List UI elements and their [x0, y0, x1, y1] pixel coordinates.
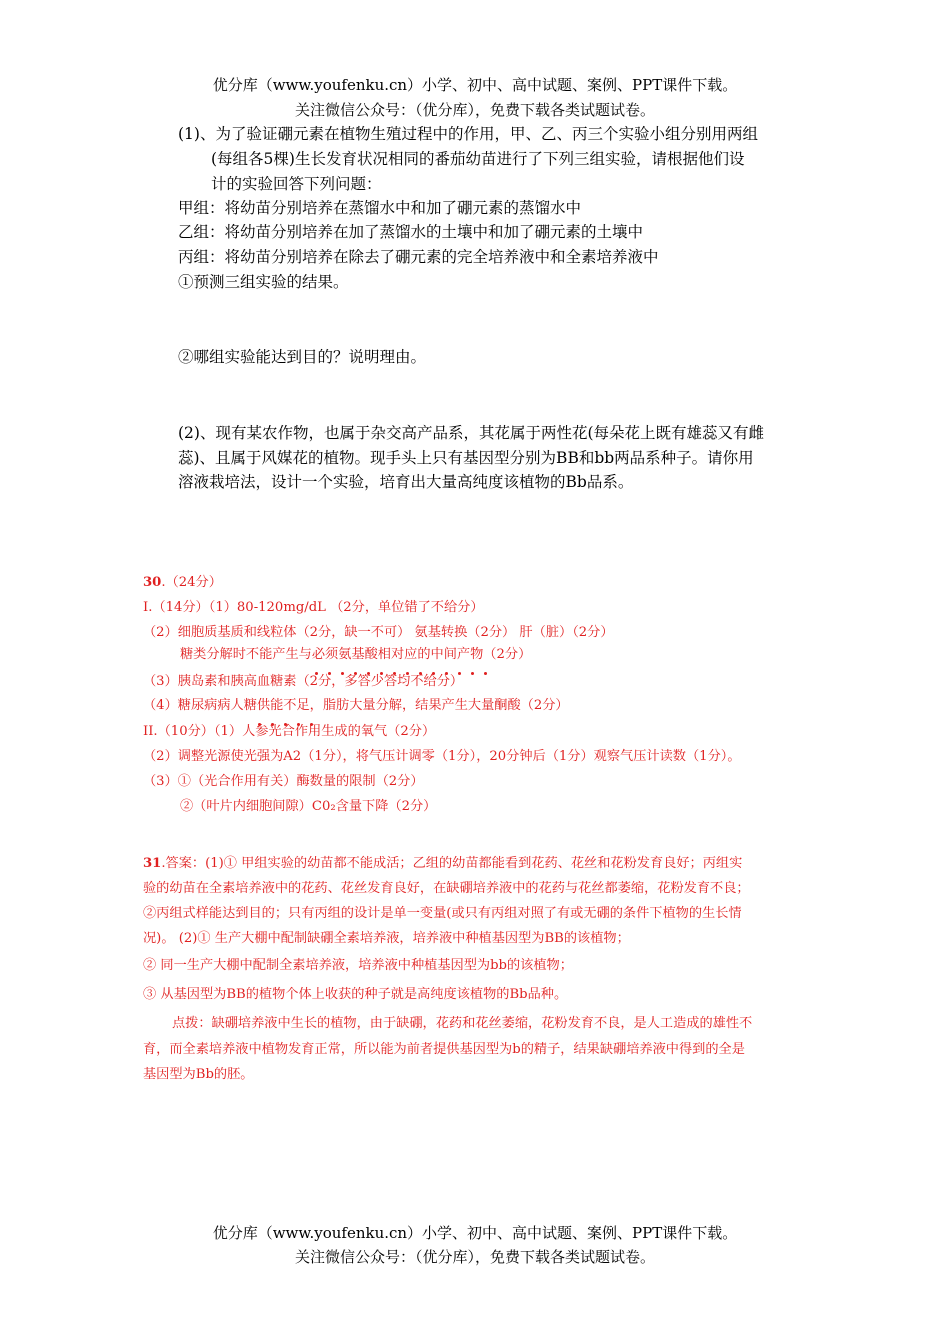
group-a-text: 甲组：将幼苗分别培养在蒸馏水中和加了硼元素的蒸馏水中 [178, 199, 582, 217]
answer30-line7: （2）调整光源使光强为A2（1分），将气压计调零（1分），20分钟后（1分）观察气压计读数（1分）。 [143, 749, 741, 764]
answer31-hint-line2: 育，而全素培养液中植物发育正常，所以能为前者提供基因型为b的精子，结果缺硼培养液中得到的全是 [143, 1042, 745, 1057]
question-part2-line1: (2)、现有某农作物，也属于杂交高产品系，其花属于两性花(每朵花上既有雄蕊又有雌 [178, 424, 765, 442]
answer31-hint-line3: 基因型为Bb的胚。 [143, 1067, 254, 1082]
answer31-number: 31 [143, 856, 162, 871]
answer30-line5: （4）糖尿病病人糖供能不足，脂肪大量分解，结果产生大量酮酸（2分） [143, 698, 569, 713]
question-part2-line3: 溶液栽培法，设计一个实验，培育出大量高纯度该植物的Bb品系。 [178, 473, 634, 491]
answer31-hint-line1: 点拨：缺硼培养液中生长的植物，由于缺硼，花药和花丝萎缩，花粉发育不良，是人工造成的雄性不 [172, 1016, 753, 1031]
group-b-text: 乙组：将幼苗分别培养在加了蒸馏水的土壤中和加了硼元素的土壤中 [178, 223, 644, 241]
answer30-line8: （3）①（光合作用有关）酶数量的限制（2分） [143, 774, 424, 789]
page-footer-line2: 关注微信公众号：（优分库），免费下载各类试题试卷。 [294, 1248, 655, 1266]
page-header-line2: 关注微信公众号：（优分库），免费下载各类试题试卷。 [294, 101, 655, 119]
answer30-title [143, 571, 222, 590]
answer30-line1: I.（14分）（1）80-120mg/dL （2分，单位错了不给分） [143, 600, 484, 615]
answer30-number: 30 [143, 575, 162, 590]
answer30-line6: II.（10分）（1）人参光合作用生成的氧气（2分） [143, 724, 436, 739]
answer31-line4: 况)。 (2)① 生产大棚中配制缺硼全素培养液，培养液中种植基因型为BB的该植物； [143, 931, 630, 946]
emphasis-dots-2 [258, 711, 323, 717]
question-part1-line3: 计的实验回答下列问题： [211, 175, 382, 193]
group-c-text: 丙组：将幼苗分别培养在除去了硼元素的完全培养液中和全素培养液中 [178, 248, 659, 266]
answer30-line4: （3）胰岛素和胰高血糖素（2分，多答少答均不给分） [143, 674, 464, 689]
answer31-line1-text: .答案：(1)① 甲组实验的幼苗都不能成活；乙组的幼苗都能看到花药、花丝和花粉发育良好；丙组实 [161, 856, 743, 871]
page-footer-line1: 优分库（www.youfenku.cn）小学、初中、高中试题、案例、PPT课件下载。 [212, 1224, 738, 1242]
answer30-line2: （2）细胞质基质和线粒体（2分，缺一不可） 氨基转换（2分） 肝（脏）（2分） [143, 625, 614, 640]
answer30-line9: ②（叶片内细胞间隙）C0₂含量下降（2分） [180, 799, 437, 814]
answer31-line3: ②丙组式样能达到目的；只有丙组的设计是单一变量(或只有丙组对照了有或无硼的条件下植物的生长情 [143, 906, 742, 921]
question-part1-line2: (每组各5棵)生长发育状况相同的番茄幼苗进行了下列三组实验，请根据他们设 [211, 150, 745, 168]
answer30-line3: 糖类分解时不能产生与必须氨基酸相对应的中间产物（2分） [180, 647, 532, 662]
answer30-points: .（24分） [161, 575, 222, 590]
subquestion-2: ②哪组实验能达到目的？说明理由。 [178, 348, 427, 366]
question-part1-line1: (1)、为了验证硼元素在植物生殖过程中的作用，甲、乙、丙三个实验小组分别用两组 [178, 125, 758, 143]
answer31-line5: ② 同一生产大棚中配制全素培养液，培养液中种植基因型为bb的该植物； [143, 958, 573, 973]
emphasis-dots-1 [315, 660, 497, 666]
subquestion-1: ①预测三组实验的结果。 [178, 273, 349, 291]
answer31-line1 [143, 852, 742, 871]
page-header-line1: 优分库（www.youfenku.cn）小学、初中、高中试题、案例、PPT课件下载。 [212, 76, 738, 94]
answer31-line2: 验的幼苗在全素培养液中的花药、花丝发育良好，在缺硼培养液中的花药与花丝都萎缩，花粉发育不良； [143, 881, 750, 896]
question-part2-line2: 蕊)、且属于风媒花的植物。现手头上只有基因型分别为BB和bb两品系种子。请你用 [178, 449, 754, 467]
answer31-line6: ③ 从基因型为BB的植物个体上收获的种子就是高纯度该植物的Bb品种。 [143, 987, 568, 1002]
